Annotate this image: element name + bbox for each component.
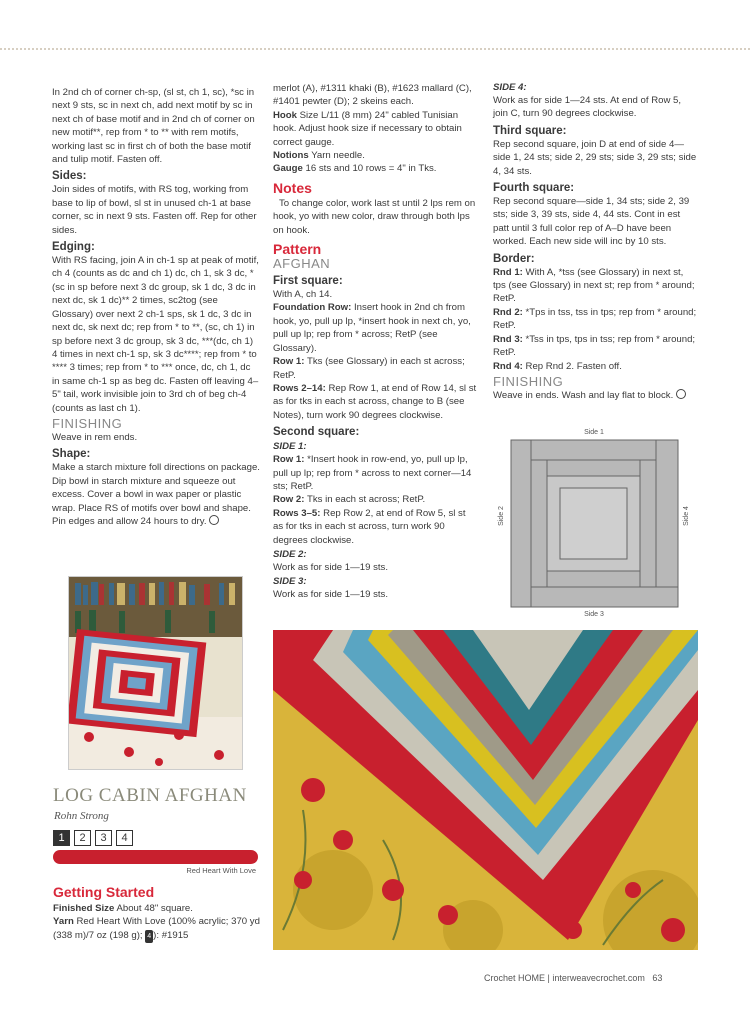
end-mark-icon [676, 389, 686, 399]
fourth-square-heading: Fourth square: [493, 182, 575, 195]
notes-text: To change color, work last st until 2 lps rem on hook, yo with new color, draw through both lps on hook. [273, 197, 476, 236]
construction-diagram [494, 420, 700, 620]
pattern-heading: Pattern [273, 241, 322, 258]
designer-name: Rohn Strong [54, 810, 109, 822]
finishing-heading: FINISHING [52, 415, 123, 431]
yarn-info: Yarn Red Heart With Love (100% acrylic; 370 yd (338 m)/7 oz (198 g); 4 ): #1915 [53, 915, 263, 943]
gauge-info: Gauge 16 sts and 10 rows = 4" in Tks. [273, 163, 437, 175]
second-square-heading: Second square: [273, 426, 360, 439]
footer-text: Crochet HOME | interweavecrochet.com [484, 973, 645, 983]
column-2 [273, 82, 478, 602]
finishing-heading-2: FINISHING [493, 373, 564, 389]
sides-text: Join sides of motifs, with RS tog, working from base to lip of bowl, sl st in unused ch-1 at base corner, sc in next 9 sts. Fasten off. Rep for other sides. [52, 184, 257, 236]
diagram-side-3-label: Side 3 [584, 611, 604, 618]
fourth-square-text: Rep second square—side 1, 34 sts; side 2, 39 sts; side 3, 39 sts, side 4, 44 sts. Cont in est patt until 3 full color rep of A–D have been worked. Each new side will inc by 10 sts. [493, 196, 690, 248]
side-3-text: Work as for side 1—19 sts. [273, 589, 388, 601]
side-4-heading: SIDE 4: [493, 82, 527, 93]
second-row-2: Row 2: Tks in each st across; RetP. [273, 494, 426, 506]
hook-info: Hook Size L/11 (8 mm) 24" cabled Tunisian hook. Adjust hook size if necessary to obtain correct gauge. [273, 109, 462, 148]
page-number: 63 [652, 973, 663, 983]
shape-text: Make a starch mixture foll directions on package. Dip bowl in starch mixture and squeeze out excess. Cover a bowl in wax paper or plastic wrap. Place RS of motifs over bowl and shape. Pin edges and allow 24 hours to dry. [52, 462, 260, 527]
first-square-heading: First square: [273, 275, 343, 288]
intro-paragraph: In 2nd ch of corner ch-sp, (sl st, ch 1, sc), *sc in next 9 sts, sc in next ch, add next motif by sc in next ch of base motif and in 2nd ch of corner on new motif**, rep from * to ** with rem motifs, working last sc in first ch of both the base motif and tulip motif. Fasten off. [52, 87, 255, 166]
diagram-bottom-strip [531, 587, 678, 607]
afghan-subheading: AFGHAN [273, 256, 331, 272]
border-rnd-2: Rnd 2: *Tps in tss, tss in tps; rep from * around; RetP. [493, 306, 697, 332]
side-2-text: Work as for side 1—19 sts. [273, 561, 388, 573]
border-rnd-1: Rnd 1: With A, *tss (see Glossary) in next st, tps (see Glossary) in next st; rep from * around; RetP. [493, 266, 695, 305]
diagram-inner-bottom [547, 571, 640, 587]
diagram-right-strip [656, 440, 678, 587]
diagram-side-4-label: Side 4 [683, 506, 690, 526]
top-dotted-rule [0, 48, 750, 50]
diagram-side-2-label: Side 2 [498, 506, 505, 526]
skill-levels [53, 828, 137, 846]
edging-heading: Edging: [52, 241, 95, 254]
diagram-inner-top [547, 460, 640, 476]
side-1-heading: SIDE 1: [273, 441, 307, 453]
skill-level-3: 3 [95, 830, 112, 846]
finishing-text: Weave in rem ends. [52, 431, 138, 443]
getting-started [53, 884, 263, 943]
afghan-chair-photo [68, 576, 243, 770]
diagram-top-strip [531, 440, 656, 460]
notes-heading: Notes [273, 179, 312, 196]
side-4-text: Work as for side 1—24 sts. At end of Row 5, join C, turn 90 degrees clockwise. [493, 95, 682, 120]
afghan-closeup-photo [273, 630, 698, 950]
diagram-inner-right [640, 460, 656, 587]
sides-heading: Sides: [52, 170, 87, 183]
skill-level-2: 2 [74, 830, 91, 846]
yarn-weight-icon: 4 [145, 930, 153, 943]
page-footer [484, 973, 662, 983]
border-heading: Border: [493, 252, 535, 265]
foundation-row: Foundation Row: Insert hook in 2nd ch from hook, yo, pull up lp, *insert hook in next ch, yo, pull up lp; rep from * across; RetP (see Glossary). [273, 302, 471, 354]
notions-info: Notions Yarn needle. [273, 150, 365, 162]
column-1 [52, 86, 260, 528]
border-rnd-3: Rnd 3: *Tss in tps, tps in tss; rep from * around; RetP. [493, 333, 696, 359]
diagram-core-square [560, 488, 627, 559]
column-3 [493, 82, 698, 402]
second-row-1: Row 1: *Insert hook in row-end, yo, pull up lp, pull up lp; rep from * across to next corner—14 sts; RetP. [273, 454, 472, 492]
shape-heading: Shape: [52, 448, 91, 461]
skill-level-1: 1 [53, 830, 70, 846]
rows-2-14: Rows 2–14: Rep Row 1, at end of Row 14, sl st as for tks in each st across, change to B (see Notes), turn work 90 degrees clockwise. [273, 382, 477, 421]
end-mark-icon [209, 515, 219, 525]
yarn-continued: merlot (A), #1311 khaki (B), #1623 mallard (C), #1401 pewter (D); 2 skeins each. [273, 83, 472, 108]
border-rnd-4: Rnd 4: Rep Rnd 2. Fasten off. [493, 360, 622, 372]
finishing-text-2: Weave in ends. Wash and lay flat to block. [493, 389, 698, 402]
edging-text: With RS facing, join A in ch-1 sp at peak of motif, ch 4 (counts as dc and ch 1) dc, ch 1, sk 3 dc, *(sc in sp before next 3 dc group, sk 1 dc, 3 dc in next dc, sk 1 dc)** 2 times, sc2tog (see Glossary) over next 2 ch-1 sps, sk 1 dc, 3 dc in next dc, sk next dc; rep from * to **, (sc, ch 1) in sp before next 3 dc group, sk 3 dc, ***(dc, ch 1) 4 times in next ch-1 sp, sk 3 dc****; rep from * to **** 3 times; rep from * to *** once, dc, ch 1, dc in same ch-1 sp as beg dc. Fasten off leaving 4–5" tail, work invisible join to 3rd ch of beg ch-4 (counts as last ch 1). [52, 255, 259, 414]
project-title: LOG CABIN AFGHAN [53, 785, 247, 806]
side-2-heading: SIDE 2: [273, 548, 307, 560]
diagram-inner-left [531, 460, 547, 587]
yarn-caption: Red Heart With Love [186, 866, 256, 875]
diagram-left-strip [511, 440, 531, 607]
side-3-heading: SIDE 3: [273, 576, 307, 588]
first-square-text: With A, ch 14. [273, 289, 333, 301]
finished-size: Finished Size About 48" square. [53, 903, 193, 914]
row-1: Row 1: Tks (see Glossary) in each st across; RetP. [273, 356, 465, 381]
diagram-side-1-label: Side 1 [584, 429, 604, 436]
skill-level-4: 4 [116, 830, 133, 846]
getting-started-heading: Getting Started [53, 884, 155, 900]
yarn-swatch-strip [53, 850, 258, 864]
third-square-text: Rep second square, join D at end of side 4—side 1, 24 sts; side 2, 29 sts; side 3, 29 sts; side 4, 34 sts. [493, 138, 697, 177]
third-square-heading: Third square: [493, 124, 567, 137]
second-rows-3-5: Rows 3–5: Rep Row 2, at end of Row 5, sl st as for tks in each st across, turn work 90 degrees clockwise. [273, 507, 466, 546]
